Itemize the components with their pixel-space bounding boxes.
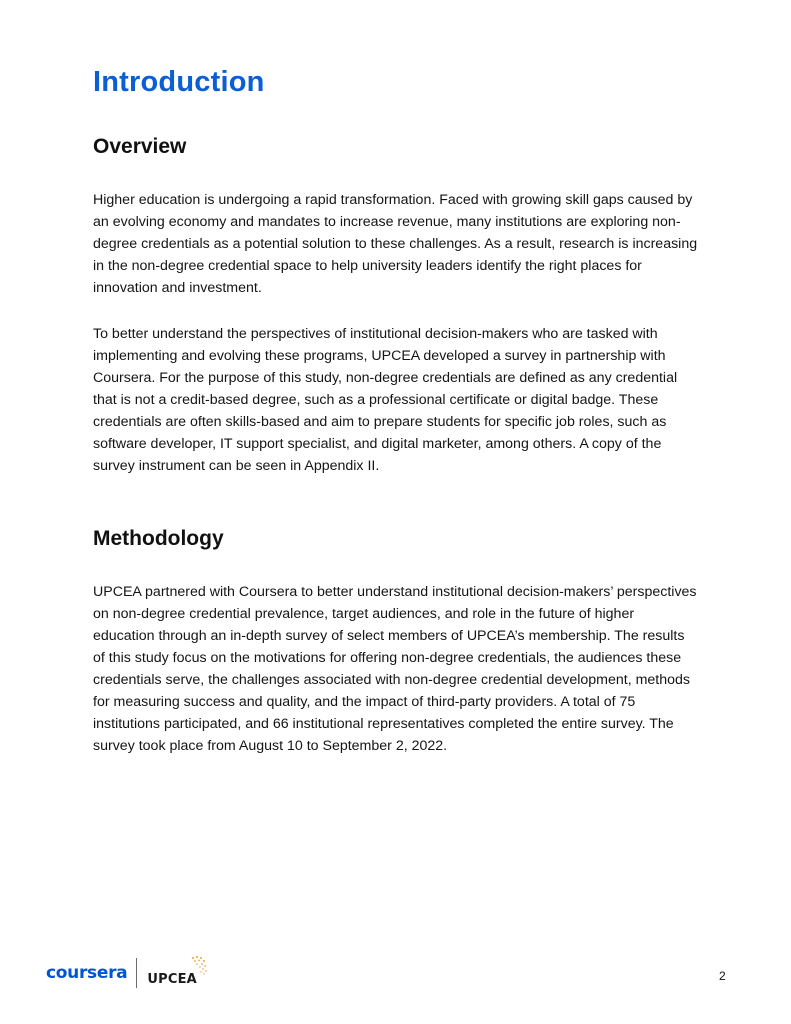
logo-divider xyxy=(136,958,137,988)
overview-paragraph-1: Higher education is undergoing a rapid transformation. Faced with growing skill gaps caused by an evolving economy and mandates to increase revenue, many institutions are exploring non-degree credentials as a potential solution to these challenges. As a result, research is increasing in the non-degree credential space to help university leaders identify the right places for innovation and investment. xyxy=(93,192,698,296)
upcea-burst-icon xyxy=(189,955,209,977)
section-heading-overview: Overview xyxy=(93,135,187,158)
section-heading-methodology: Methodology xyxy=(93,527,224,550)
footer-logos xyxy=(46,955,197,991)
methodology-paragraph: UPCEA partnered with Coursera to better understand institutional decision-makers’ perspectives on non-degree credential prevalence, target audiences, and role in the future of higher education through an in-depth survey of select members of UPCEA’s membership. The results of this study focus on the motivations for offering non-degree credentials, the audiences these credentials serve, the challenges associated with non-degree credential development, methods for measuring success and quality, and the impact of third-party providers. A total of 75 institutions participated, and 66 institutional representatives completed the entire survey. The survey took place from August 10 to September 2, 2022. xyxy=(93,584,697,754)
coursera-logo: coursera xyxy=(46,963,128,983)
upcea-logo: UPCEA xyxy=(147,972,197,987)
page-title: Introduction xyxy=(93,66,265,98)
upcea-logo-group xyxy=(147,955,197,991)
page-number: 2 xyxy=(719,969,726,983)
overview-paragraph-2: To better understand the perspectives of institutional decision-makers who are tasked with implementing and evolving these programs, UPCEA developed a survey in partnership with Coursera. For the purpose of this study, non-degree credentials are defined as any credential that is not a credit-based degree, such as a professional certificate or digital badge. These credentials are often skills-based and aim to prepare students for specific job roles, such as software developer, IT support specialist, and digital marketer, among others. A copy of the survey instrument can be seen in Appendix II. xyxy=(93,326,678,474)
